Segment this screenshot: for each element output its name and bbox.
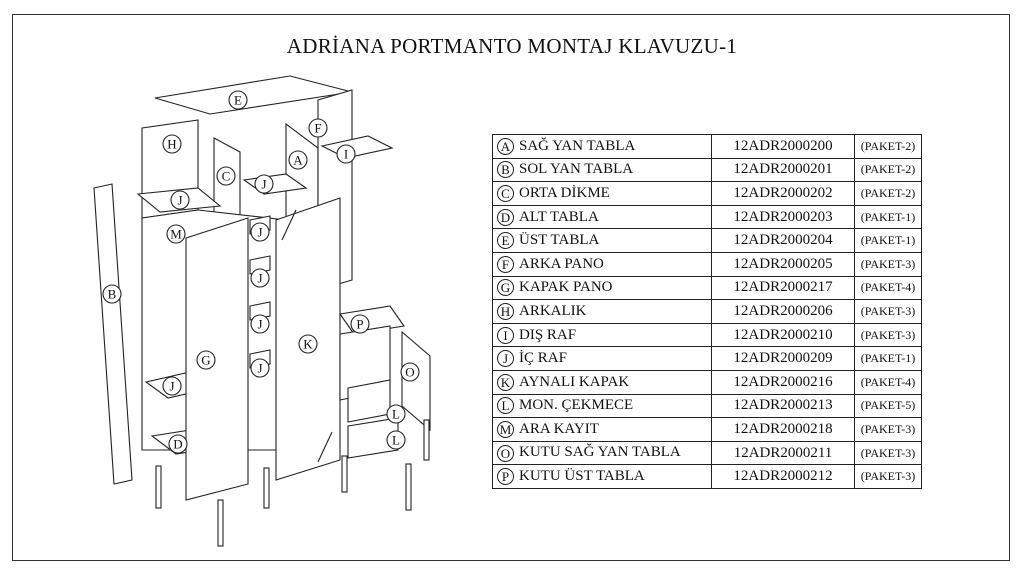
part-letter-badge: H [497, 303, 514, 320]
parts-row [493, 465, 922, 489]
callout-m [167, 225, 185, 243]
callout-j-left [171, 191, 189, 209]
part-package: (PAKET-1) [855, 347, 922, 371]
callout-i-text: I [343, 146, 349, 162]
callout-j-1 [251, 223, 269, 241]
callout-f [309, 119, 327, 137]
callout-g-text: G [201, 352, 211, 368]
parts-row [493, 300, 922, 324]
parts-row [493, 158, 922, 182]
part-code: 12ADR2000204 [712, 229, 855, 253]
part-package: (PAKET-5) [855, 394, 922, 418]
part-code: 12ADR2000210 [712, 323, 855, 347]
part-name-cell [493, 135, 712, 159]
callout-c-text: C [221, 168, 231, 184]
part-code: 12ADR2000216 [712, 370, 855, 394]
part-package: (PAKET-2) [855, 158, 922, 182]
part-name-cell [493, 182, 712, 206]
parts-row [493, 394, 922, 418]
part-letter-badge: B [497, 161, 514, 178]
part-name: ARA KAYIT [519, 420, 599, 437]
parts-row [493, 418, 922, 442]
part-letter-badge: A [497, 138, 514, 155]
part-package: (PAKET-1) [855, 205, 922, 229]
part-package: (PAKET-3) [855, 418, 922, 442]
part-name-cell [493, 205, 712, 229]
callout-o-text: O [405, 364, 415, 380]
part-letter-badge: J [497, 350, 514, 367]
part-name: ORTA DİKME [519, 185, 610, 202]
part-name-cell [493, 370, 712, 394]
part-code: 12ADR2000218 [712, 418, 855, 442]
part-name-cell [493, 418, 712, 442]
callout-j-1-text: J [257, 224, 263, 240]
part-name: KAPAK PANO [519, 279, 613, 296]
callout-j-2-text: J [257, 270, 263, 286]
page-title: ADRİANA PORTMANTO MONTAJ KLAVUZU-1 [286, 34, 738, 58]
part-name: ALT TABLA [519, 208, 599, 225]
callout-b-text: B [107, 286, 117, 302]
part-package: (PAKET-4) [855, 276, 922, 300]
callout-k-text: K [303, 336, 313, 352]
parts-row [493, 323, 922, 347]
part-g-door-panel [186, 218, 248, 500]
part-package: (PAKET-2) [855, 182, 922, 206]
callout-g [197, 351, 215, 369]
part-code: 12ADR2000211 [712, 441, 855, 465]
part-letter-badge: P [497, 468, 514, 485]
part-letter-badge: K [497, 374, 514, 391]
part-code: 12ADR2000206 [712, 300, 855, 324]
callout-e [229, 91, 247, 109]
callout-d [169, 435, 187, 453]
part-name: AYNALI KAPAK [519, 373, 630, 390]
part-letter-badge: C [497, 185, 514, 202]
callout-h [163, 135, 181, 153]
part-letter-badge: F [497, 256, 514, 273]
exploded-assembly-drawing [90, 70, 450, 550]
part-name-cell [493, 465, 712, 489]
callout-h-text: H [167, 136, 177, 152]
part-name: KUTU SAĞ YAN TABLA [519, 444, 681, 461]
part-name-cell [493, 158, 712, 182]
part-code: 12ADR2000202 [712, 182, 855, 206]
part-name-cell [493, 252, 712, 276]
callout-f-text: F [314, 120, 322, 136]
part-package: (PAKET-1) [855, 229, 922, 253]
part-letter-badge: L [497, 397, 514, 414]
callout-j-top [255, 175, 273, 193]
part-package: (PAKET-3) [855, 441, 922, 465]
part-name-cell [493, 394, 712, 418]
parts-row [493, 441, 922, 465]
callout-j-4 [251, 359, 269, 377]
part-name: ARKA PANO [519, 255, 604, 272]
callout-l-lower [387, 431, 405, 449]
part-name-cell [493, 347, 712, 371]
part-name-cell [493, 229, 712, 253]
parts-row [493, 370, 922, 394]
parts-row [493, 252, 922, 276]
part-package: (PAKET-4) [855, 370, 922, 394]
part-b-left-side-panel [94, 184, 132, 484]
callout-j-3-text: J [257, 316, 263, 332]
part-letter-badge: O [497, 445, 514, 462]
part-package: (PAKET-3) [855, 465, 922, 489]
callout-a-text: A [293, 152, 303, 168]
callout-j-3 [251, 315, 269, 333]
part-letter-badge: E [497, 232, 514, 249]
callout-j-2 [251, 269, 269, 287]
part-code: 12ADR2000205 [712, 252, 855, 276]
part-name: DIŞ RAF [519, 326, 577, 343]
callout-m-text: M [170, 226, 182, 242]
part-name: SOL YAN TABLA [519, 161, 634, 178]
callout-l-upper-text: L [392, 406, 400, 422]
parts-row [493, 347, 922, 371]
part-code: 12ADR2000209 [712, 347, 855, 371]
part-package: (PAKET-3) [855, 323, 922, 347]
part-letter-badge: D [497, 209, 514, 226]
part-letter-badge: M [497, 421, 514, 438]
callout-e-text: E [234, 92, 242, 108]
part-name: İÇ RAF [519, 350, 567, 367]
part-code: 12ADR2000212 [712, 465, 855, 489]
parts-row [493, 135, 922, 159]
callout-k [299, 335, 317, 353]
callout-b [103, 285, 121, 303]
callout-l-upper [387, 405, 405, 423]
callout-l-lower-text: L [392, 432, 400, 448]
parts-row [493, 229, 922, 253]
callout-p-text: P [356, 316, 364, 332]
callout-j-left-text: J [177, 192, 183, 208]
part-name-cell [493, 441, 712, 465]
callout-d-text: D [173, 436, 183, 452]
part-name: ÜST TABLA [519, 232, 600, 249]
part-package: (PAKET-3) [855, 252, 922, 276]
part-l-drawer-upper [348, 380, 390, 422]
parts-row [493, 205, 922, 229]
part-code: 12ADR2000203 [712, 205, 855, 229]
parts-table [492, 134, 922, 489]
callout-a [289, 151, 307, 169]
parts-row [493, 182, 922, 206]
part-code: 12ADR2000201 [712, 158, 855, 182]
parts-row [493, 276, 922, 300]
part-letter-badge: I [497, 327, 514, 344]
part-name: SAĞ YAN TABLA [519, 137, 636, 154]
part-code: 12ADR2000213 [712, 394, 855, 418]
part-name-cell [493, 300, 712, 324]
part-code: 12ADR2000200 [712, 135, 855, 159]
part-letter-badge: G [497, 279, 514, 296]
callout-j-bottom-text: J [169, 378, 175, 394]
part-name-cell [493, 276, 712, 300]
callout-p [351, 315, 369, 333]
part-name: ARKALIK [519, 302, 587, 319]
part-package: (PAKET-3) [855, 300, 922, 324]
callout-c [217, 167, 235, 185]
part-name-cell [493, 323, 712, 347]
callout-o [401, 363, 419, 381]
callout-j-4-text: J [257, 360, 263, 376]
part-o-box-right-side [402, 332, 430, 430]
part-code: 12ADR2000217 [712, 276, 855, 300]
part-name: KUTU ÜST TABLA [519, 468, 645, 485]
callout-j-bottom [163, 377, 181, 395]
part-package: (PAKET-2) [855, 135, 922, 159]
callout-j-top-text: J [261, 176, 267, 192]
callout-i [337, 145, 355, 163]
part-name: MON. ÇEKMECE [519, 397, 634, 414]
